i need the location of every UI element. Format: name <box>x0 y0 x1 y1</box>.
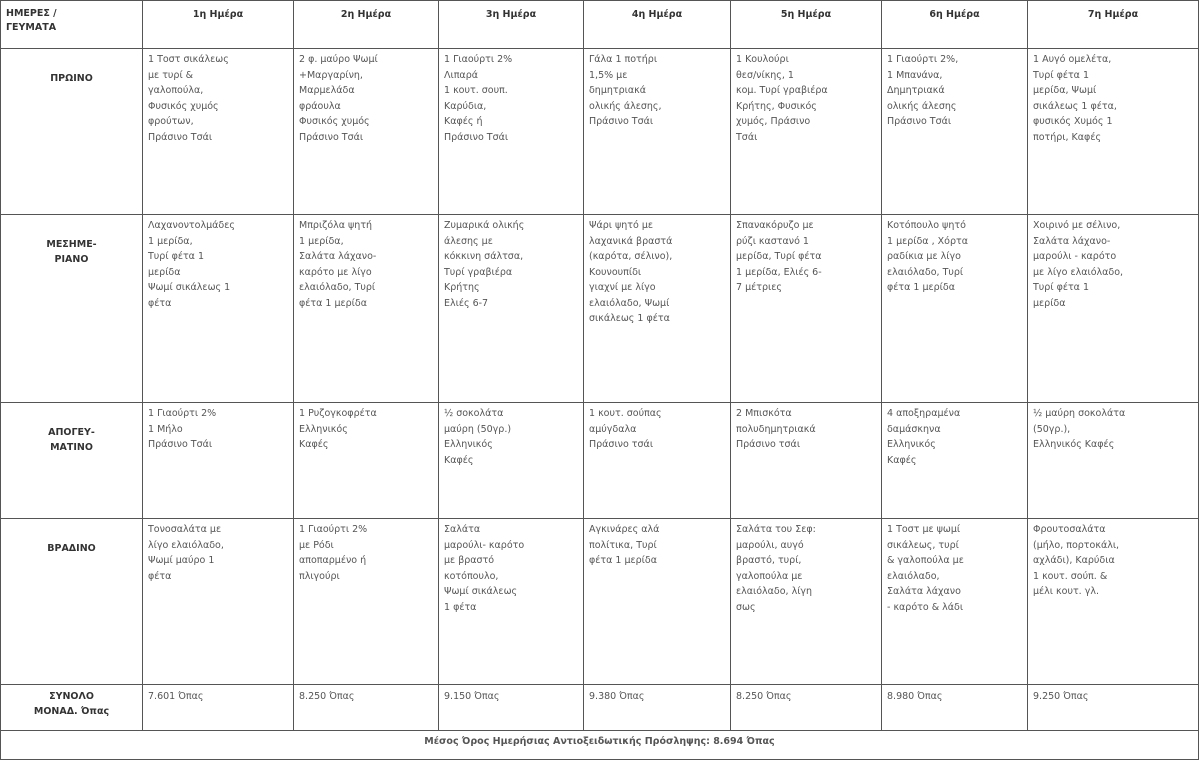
meal-cell: Ψάρι ψητό με λαχανικά βραστά (καρότα, σέλινο), Κουνουπίδι γιαχνί με λίγο ελαιόλαδο, Ψωμί σικάλεως 1 φέτα <box>584 215 731 403</box>
meal-cell: 2 φ. μαύρο Ψωμί +Μαργαρίνη, Μαρμελάδα φράουλα Φυσικός χυμός Πράσινο Τσάι <box>294 49 439 215</box>
corner-header: ΗΜΕΡΕΣ / ΓΕΥΜΑΤΑ <box>1 1 143 49</box>
day-header: 7η Ημέρα <box>1028 1 1199 49</box>
meal-cell: 1 Γιαούρτι 2% Λιπαρά 1 κουτ. σουπ. Καρύδια, Καφές ή Πράσινο Τσάι <box>439 49 584 215</box>
meal-cell: ½ σοκολάτα μαύρη (50γρ.) Ελληνικός Καφές <box>439 403 584 519</box>
snack-row <box>1 403 1199 519</box>
row-label-dinner: ΒΡΑΔΙΝΟ <box>1 519 143 685</box>
meal-cell: 1 κουτ. σούπας αμύγδαλα Πράσινο τσάι <box>584 403 731 519</box>
day-header: 5η Ημέρα <box>731 1 882 49</box>
meal-cell: ½ μαύρη σοκολάτα (50γρ.), Ελληνικός Καφές <box>1028 403 1199 519</box>
total-cell: 8.250 Όπας <box>294 685 439 731</box>
row-label-snack: ΑΠΟΓΕΥ- ΜΑΤΙΝΟ <box>1 403 143 519</box>
total-cell: 9.150 Όπας <box>439 685 584 731</box>
meal-cell: Ζυμαρικά ολικής άλεσης με κόκκινη σάλτσα, Τυρί γραβιέρα Κρήτης Ελιές 6-7 <box>439 215 584 403</box>
day-header: 2η Ημέρα <box>294 1 439 49</box>
header-row <box>1 1 1199 49</box>
meal-cell: Μπριζόλα ψητή 1 μερίδα, Σαλάτα λάχανο- καρότο με λίγο ελαιόλαδο, Τυρί φέτα 1 μερίδα <box>294 215 439 403</box>
row-label-total: ΣΥΝΟΛΟ ΜΟΝΑΔ. Όπας <box>1 685 143 731</box>
total-cell: 7.601 Όπας <box>143 685 294 731</box>
meal-cell: Γάλα 1 ποτήρι 1,5% με δημητριακά ολικής άλεσης, Πράσινο Τσάι <box>584 49 731 215</box>
meal-cell: 4 αποξηραμένα δαμάσκηνα Ελληνικός Καφές <box>882 403 1028 519</box>
dinner-row <box>1 519 1199 685</box>
meal-cell: 1 Ρυζογκοφρέτα Ελληνικός Καφές <box>294 403 439 519</box>
meal-cell: 1 Γιαούρτι 2% με Ρόδι αποπαρμένο ή πλιγούρι <box>294 519 439 685</box>
meal-cell: 2 Μπισκότα πολυδημητριακά Πράσινο τσάι <box>731 403 882 519</box>
meal-cell: Σαλάτα του Σεφ: μαρούλι, αυγό βραστό, τυρί, γαλοπούλα με ελαιόλαδο, λίγη σως <box>731 519 882 685</box>
meal-cell: Φρουτοσαλάτα (μήλο, πορτοκάλι, αχλάδι), Καρύδια 1 κουτ. σούπ. & μέλι κουτ. γλ. <box>1028 519 1199 685</box>
day-header: 1η Ημέρα <box>143 1 294 49</box>
total-cell: 9.250 Όπας <box>1028 685 1199 731</box>
day-header: 6η Ημέρα <box>882 1 1028 49</box>
meal-cell: 1 Αυγό ομελέτα, Τυρί φέτα 1 μερίδα, Ψωμί σικάλεως 1 φέτα, φυσικός Χυμός 1 ποτήρι, Καφές <box>1028 49 1199 215</box>
meal-cell: Χοιρινό με σέλινο, Σαλάτα λάχανο- μαρούλι - καρότο με λίγο ελαιόλαδο, Τυρί φέτα 1 μερίδα <box>1028 215 1199 403</box>
meal-cell: Λαχανοντολμάδες 1 μερίδα, Τυρί φέτα 1 μερίδα Ψωμί σικάλεως 1 φέτα <box>143 215 294 403</box>
total-cell: 8.980 Όπας <box>882 685 1028 731</box>
meal-cell: Τονοσαλάτα με λίγο ελαιόλαδο, Ψωμί μαύρο 1 φέτα <box>143 519 294 685</box>
day-header: 3η Ημέρα <box>439 1 584 49</box>
day-header: 4η Ημέρα <box>584 1 731 49</box>
total-row <box>1 685 1199 731</box>
total-cell: 9.380 Όπας <box>584 685 731 731</box>
footer-row <box>1 731 1199 760</box>
meal-cell: Αγκινάρες αλά πολίτικα, Τυρί φέτα 1 μερίδα <box>584 519 731 685</box>
meal-cell: 1 Κουλούρι θεσ/νίκης, 1 κομ. Τυρί γραβιέρα Κρήτης, Φυσικός χυμός, Πράσινο Τσάι <box>731 49 882 215</box>
meal-cell: Σαλάτα μαρούλι- καρότο με βραστό κοτόπουλο, Ψωμί σικάλεως 1 φέτα <box>439 519 584 685</box>
lunch-row <box>1 215 1199 403</box>
row-label-breakfast: ΠΡΩΙΝΟ <box>1 49 143 215</box>
meal-cell: Κοτόπουλο ψητό 1 μερίδα , Χόρτα ραδίκια με λίγο ελαιόλαδο, Τυρί φέτα 1 μερίδα <box>882 215 1028 403</box>
meal-cell: 1 Τοστ με ψωμί σικάλεως, τυρί & γαλοπούλα με ελαιόλαδο, Σαλάτα λάχανο - καρότο & λάδι <box>882 519 1028 685</box>
breakfast-row <box>1 49 1199 215</box>
average-footer: Μέσος Όρος Ημερήσιας Αντιοξειδωτικής Πρόσληψης: 8.694 Όπας <box>1 731 1199 760</box>
total-cell: 8.250 Όπας <box>731 685 882 731</box>
meal-cell: 1 Τοστ σικάλεως με τυρί & γαλοπούλα, Φυσικός χυμός φρούτων, Πράσινο Τσάι <box>143 49 294 215</box>
meal-cell: 1 Γιαούρτι 2%, 1 Μπανάνα, Δημητριακά ολικής άλεσης Πράσινο Τσάι <box>882 49 1028 215</box>
meal-cell: Σπανακόρυζο με ρύζι καστανό 1 μερίδα, Τυρί φέτα 1 μερίδα, Ελιές 6- 7 μέτριες <box>731 215 882 403</box>
row-label-lunch: ΜΕΣΗΜΕ- ΡΙΑΝΟ <box>1 215 143 403</box>
meal-cell: 1 Γιαούρτι 2% 1 Μήλο Πράσινο Τσάι <box>143 403 294 519</box>
